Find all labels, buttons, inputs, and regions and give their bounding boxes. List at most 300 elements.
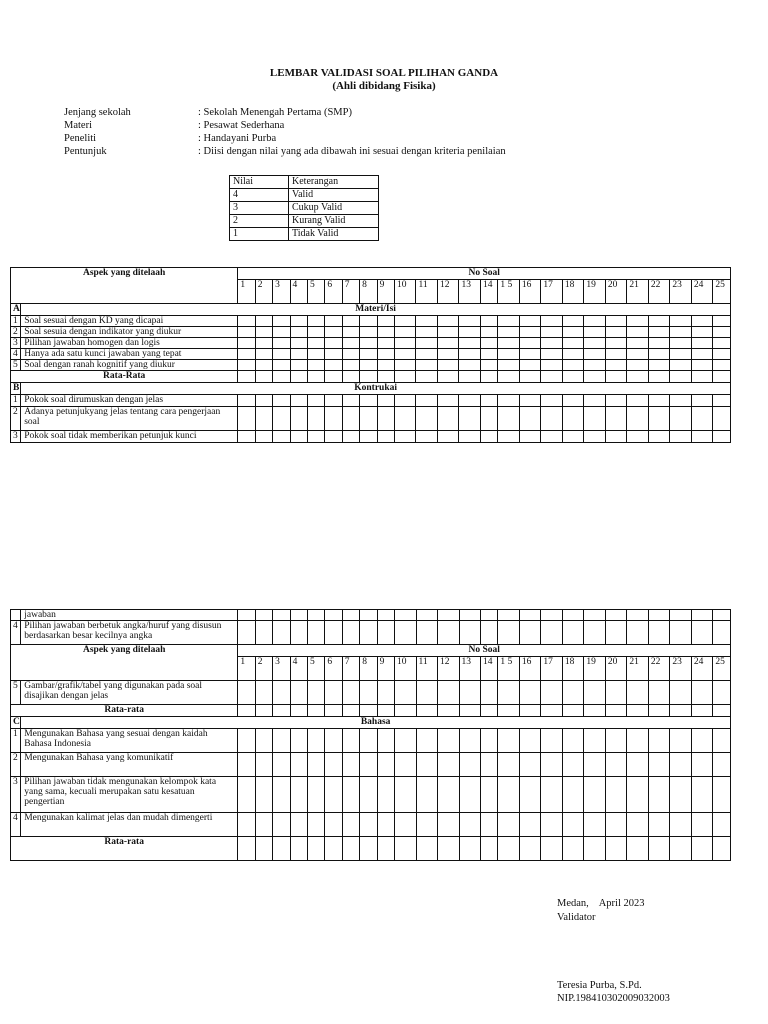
score-cell[interactable] bbox=[670, 837, 692, 861]
score-cell[interactable] bbox=[238, 753, 255, 777]
score-cell[interactable] bbox=[605, 610, 627, 621]
score-cell[interactable] bbox=[437, 395, 459, 407]
score-cell[interactable] bbox=[307, 777, 324, 813]
score-cell[interactable] bbox=[416, 316, 438, 327]
score-cell[interactable] bbox=[713, 360, 731, 371]
score-cell[interactable] bbox=[255, 729, 272, 753]
score-cell[interactable] bbox=[584, 316, 606, 327]
score-cell[interactable] bbox=[670, 813, 692, 837]
score-cell[interactable] bbox=[377, 837, 394, 861]
score-cell[interactable] bbox=[498, 360, 520, 371]
score-cell[interactable] bbox=[562, 327, 584, 338]
score-cell[interactable] bbox=[437, 316, 459, 327]
score-cell[interactable] bbox=[238, 729, 255, 753]
score-cell[interactable] bbox=[670, 610, 692, 621]
score-cell[interactable] bbox=[325, 327, 342, 338]
score-cell[interactable] bbox=[481, 621, 498, 645]
score-cell[interactable] bbox=[648, 621, 670, 645]
score-cell[interactable] bbox=[691, 621, 713, 645]
score-cell[interactable] bbox=[713, 621, 731, 645]
score-cell[interactable] bbox=[584, 431, 606, 443]
score-cell[interactable] bbox=[481, 777, 498, 813]
score-cell[interactable] bbox=[691, 705, 713, 717]
score-cell[interactable] bbox=[438, 610, 460, 621]
score-cell[interactable] bbox=[342, 621, 359, 645]
score-cell[interactable] bbox=[459, 431, 481, 443]
score-cell[interactable] bbox=[238, 837, 255, 861]
score-cell[interactable] bbox=[541, 705, 563, 717]
score-cell[interactable] bbox=[648, 316, 670, 327]
score-cell[interactable] bbox=[325, 621, 342, 645]
score-cell[interactable] bbox=[691, 431, 713, 443]
score-cell[interactable] bbox=[307, 371, 324, 383]
score-cell[interactable] bbox=[238, 316, 255, 327]
score-cell[interactable] bbox=[437, 338, 459, 349]
score-cell[interactable] bbox=[360, 371, 377, 383]
score-cell[interactable] bbox=[342, 813, 359, 837]
score-cell[interactable] bbox=[627, 753, 649, 777]
score-cell[interactable] bbox=[670, 753, 692, 777]
score-cell[interactable] bbox=[377, 407, 394, 431]
score-cell[interactable] bbox=[290, 431, 307, 443]
score-cell[interactable] bbox=[648, 729, 670, 753]
score-cell[interactable] bbox=[416, 753, 438, 777]
score-cell[interactable] bbox=[395, 681, 417, 705]
score-cell[interactable] bbox=[713, 395, 731, 407]
score-cell[interactable] bbox=[307, 610, 324, 621]
score-cell[interactable] bbox=[713, 753, 731, 777]
score-cell[interactable] bbox=[713, 681, 731, 705]
score-cell[interactable] bbox=[342, 681, 359, 705]
score-cell[interactable] bbox=[584, 407, 606, 431]
score-cell[interactable] bbox=[627, 621, 649, 645]
score-cell[interactable] bbox=[360, 431, 377, 443]
score-cell[interactable] bbox=[290, 729, 307, 753]
score-cell[interactable] bbox=[562, 729, 584, 753]
score-cell[interactable] bbox=[713, 729, 731, 753]
score-cell[interactable] bbox=[238, 407, 255, 431]
score-cell[interactable] bbox=[438, 837, 460, 861]
score-cell[interactable] bbox=[627, 813, 649, 837]
score-cell[interactable] bbox=[416, 621, 438, 645]
score-cell[interactable] bbox=[648, 813, 670, 837]
score-cell[interactable] bbox=[360, 338, 377, 349]
score-cell[interactable] bbox=[584, 813, 606, 837]
score-cell[interactable] bbox=[273, 349, 290, 360]
score-cell[interactable] bbox=[307, 753, 324, 777]
score-cell[interactable] bbox=[325, 371, 342, 383]
score-cell[interactable] bbox=[541, 753, 563, 777]
score-cell[interactable] bbox=[395, 610, 417, 621]
score-cell[interactable] bbox=[459, 837, 481, 861]
score-cell[interactable] bbox=[342, 360, 359, 371]
score-cell[interactable] bbox=[307, 349, 324, 360]
score-cell[interactable] bbox=[562, 407, 584, 431]
score-cell[interactable] bbox=[584, 681, 606, 705]
score-cell[interactable] bbox=[670, 777, 692, 813]
score-cell[interactable] bbox=[377, 729, 394, 753]
score-cell[interactable] bbox=[325, 705, 342, 717]
score-cell[interactable] bbox=[394, 327, 416, 338]
score-cell[interactable] bbox=[255, 777, 272, 813]
score-cell[interactable] bbox=[627, 431, 649, 443]
score-cell[interactable] bbox=[519, 681, 541, 705]
score-cell[interactable] bbox=[273, 777, 290, 813]
score-cell[interactable] bbox=[605, 837, 627, 861]
score-cell[interactable] bbox=[394, 395, 416, 407]
score-cell[interactable] bbox=[360, 837, 377, 861]
score-cell[interactable] bbox=[459, 610, 481, 621]
score-cell[interactable] bbox=[498, 610, 520, 621]
score-cell[interactable] bbox=[255, 327, 272, 338]
score-cell[interactable] bbox=[541, 395, 563, 407]
score-cell[interactable] bbox=[238, 431, 255, 443]
score-cell[interactable] bbox=[481, 837, 498, 861]
score-cell[interactable] bbox=[459, 729, 481, 753]
score-cell[interactable] bbox=[670, 338, 692, 349]
score-cell[interactable] bbox=[562, 705, 584, 717]
score-cell[interactable] bbox=[519, 327, 541, 338]
score-cell[interactable] bbox=[584, 610, 606, 621]
score-cell[interactable] bbox=[713, 349, 731, 360]
score-cell[interactable] bbox=[584, 360, 606, 371]
score-cell[interactable] bbox=[541, 407, 563, 431]
score-cell[interactable] bbox=[605, 395, 627, 407]
score-cell[interactable] bbox=[307, 316, 324, 327]
score-cell[interactable] bbox=[325, 316, 342, 327]
score-cell[interactable] bbox=[438, 777, 460, 813]
score-cell[interactable] bbox=[394, 371, 416, 383]
score-cell[interactable] bbox=[562, 431, 584, 443]
score-cell[interactable] bbox=[438, 705, 460, 717]
score-cell[interactable] bbox=[307, 705, 324, 717]
score-cell[interactable] bbox=[342, 431, 359, 443]
score-cell[interactable] bbox=[481, 705, 498, 717]
score-cell[interactable] bbox=[691, 395, 713, 407]
score-cell[interactable] bbox=[273, 837, 290, 861]
score-cell[interactable] bbox=[541, 813, 563, 837]
score-cell[interactable] bbox=[562, 610, 584, 621]
score-cell[interactable] bbox=[325, 360, 342, 371]
score-cell[interactable] bbox=[416, 837, 438, 861]
score-cell[interactable] bbox=[307, 621, 324, 645]
score-cell[interactable] bbox=[290, 777, 307, 813]
score-cell[interactable] bbox=[480, 316, 497, 327]
score-cell[interactable] bbox=[290, 349, 307, 360]
score-cell[interactable] bbox=[519, 395, 541, 407]
score-cell[interactable] bbox=[459, 349, 481, 360]
score-cell[interactable] bbox=[713, 777, 731, 813]
score-cell[interactable] bbox=[519, 338, 541, 349]
score-cell[interactable] bbox=[377, 371, 394, 383]
score-cell[interactable] bbox=[481, 813, 498, 837]
score-cell[interactable] bbox=[519, 431, 541, 443]
score-cell[interactable] bbox=[325, 729, 342, 753]
score-cell[interactable] bbox=[395, 729, 417, 753]
score-cell[interactable] bbox=[498, 753, 520, 777]
score-cell[interactable] bbox=[342, 407, 359, 431]
score-cell[interactable] bbox=[480, 360, 497, 371]
score-cell[interactable] bbox=[459, 327, 481, 338]
score-cell[interactable] bbox=[541, 349, 563, 360]
score-cell[interactable] bbox=[648, 777, 670, 813]
score-cell[interactable] bbox=[360, 753, 377, 777]
score-cell[interactable] bbox=[238, 777, 255, 813]
score-cell[interactable] bbox=[562, 316, 584, 327]
score-cell[interactable] bbox=[498, 338, 520, 349]
score-cell[interactable] bbox=[519, 705, 541, 717]
score-cell[interactable] bbox=[325, 681, 342, 705]
score-cell[interactable] bbox=[416, 813, 438, 837]
score-cell[interactable] bbox=[541, 681, 563, 705]
score-cell[interactable] bbox=[605, 729, 627, 753]
score-cell[interactable] bbox=[255, 705, 272, 717]
score-cell[interactable] bbox=[605, 338, 627, 349]
score-cell[interactable] bbox=[541, 729, 563, 753]
score-cell[interactable] bbox=[255, 407, 272, 431]
score-cell[interactable] bbox=[480, 349, 497, 360]
score-cell[interactable] bbox=[255, 349, 272, 360]
score-cell[interactable] bbox=[648, 407, 670, 431]
score-cell[interactable] bbox=[541, 621, 563, 645]
score-cell[interactable] bbox=[290, 360, 307, 371]
score-cell[interactable] bbox=[360, 705, 377, 717]
score-cell[interactable] bbox=[342, 753, 359, 777]
score-cell[interactable] bbox=[342, 327, 359, 338]
score-cell[interactable] bbox=[255, 621, 272, 645]
score-cell[interactable] bbox=[713, 327, 731, 338]
score-cell[interactable] bbox=[605, 813, 627, 837]
score-cell[interactable] bbox=[416, 395, 438, 407]
score-cell[interactable] bbox=[627, 407, 649, 431]
score-cell[interactable] bbox=[290, 753, 307, 777]
score-cell[interactable] bbox=[627, 681, 649, 705]
score-cell[interactable] bbox=[519, 349, 541, 360]
score-cell[interactable] bbox=[713, 837, 731, 861]
score-cell[interactable] bbox=[290, 813, 307, 837]
score-cell[interactable] bbox=[307, 681, 324, 705]
score-cell[interactable] bbox=[238, 338, 255, 349]
score-cell[interactable] bbox=[670, 681, 692, 705]
score-cell[interactable] bbox=[605, 777, 627, 813]
score-cell[interactable] bbox=[325, 431, 342, 443]
score-cell[interactable] bbox=[519, 777, 541, 813]
score-cell[interactable] bbox=[480, 407, 497, 431]
score-cell[interactable] bbox=[459, 753, 481, 777]
score-cell[interactable] bbox=[325, 813, 342, 837]
score-cell[interactable] bbox=[342, 316, 359, 327]
score-cell[interactable] bbox=[273, 360, 290, 371]
score-cell[interactable] bbox=[255, 371, 272, 383]
score-cell[interactable] bbox=[498, 777, 520, 813]
score-cell[interactable] bbox=[627, 705, 649, 717]
score-cell[interactable] bbox=[459, 705, 481, 717]
score-cell[interactable] bbox=[342, 729, 359, 753]
score-cell[interactable] bbox=[360, 395, 377, 407]
score-cell[interactable] bbox=[290, 316, 307, 327]
score-cell[interactable] bbox=[541, 338, 563, 349]
score-cell[interactable] bbox=[562, 395, 584, 407]
score-cell[interactable] bbox=[273, 753, 290, 777]
score-cell[interactable] bbox=[273, 729, 290, 753]
score-cell[interactable] bbox=[255, 837, 272, 861]
score-cell[interactable] bbox=[627, 729, 649, 753]
score-cell[interactable] bbox=[255, 813, 272, 837]
score-cell[interactable] bbox=[437, 360, 459, 371]
score-cell[interactable] bbox=[342, 705, 359, 717]
score-cell[interactable] bbox=[605, 360, 627, 371]
score-cell[interactable] bbox=[584, 837, 606, 861]
score-cell[interactable] bbox=[416, 431, 438, 443]
score-cell[interactable] bbox=[648, 705, 670, 717]
score-cell[interactable] bbox=[416, 360, 438, 371]
score-cell[interactable] bbox=[481, 729, 498, 753]
score-cell[interactable] bbox=[648, 431, 670, 443]
score-cell[interactable] bbox=[360, 407, 377, 431]
score-cell[interactable] bbox=[273, 338, 290, 349]
score-cell[interactable] bbox=[691, 316, 713, 327]
score-cell[interactable] bbox=[519, 316, 541, 327]
score-cell[interactable] bbox=[584, 777, 606, 813]
score-cell[interactable] bbox=[541, 327, 563, 338]
score-cell[interactable] bbox=[605, 705, 627, 717]
score-cell[interactable] bbox=[360, 327, 377, 338]
score-cell[interactable] bbox=[498, 431, 520, 443]
score-cell[interactable] bbox=[290, 681, 307, 705]
score-cell[interactable] bbox=[394, 338, 416, 349]
score-cell[interactable] bbox=[416, 705, 438, 717]
score-cell[interactable] bbox=[562, 349, 584, 360]
score-cell[interactable] bbox=[377, 621, 394, 645]
score-cell[interactable] bbox=[290, 407, 307, 431]
score-cell[interactable] bbox=[394, 431, 416, 443]
score-cell[interactable] bbox=[605, 621, 627, 645]
score-cell[interactable] bbox=[627, 327, 649, 338]
score-cell[interactable] bbox=[307, 729, 324, 753]
score-cell[interactable] bbox=[480, 371, 497, 383]
score-cell[interactable] bbox=[648, 338, 670, 349]
score-cell[interactable] bbox=[342, 837, 359, 861]
score-cell[interactable] bbox=[648, 360, 670, 371]
score-cell[interactable] bbox=[498, 407, 520, 431]
score-cell[interactable] bbox=[238, 813, 255, 837]
score-cell[interactable] bbox=[670, 349, 692, 360]
score-cell[interactable] bbox=[290, 327, 307, 338]
score-cell[interactable] bbox=[498, 681, 520, 705]
score-cell[interactable] bbox=[255, 360, 272, 371]
score-cell[interactable] bbox=[605, 371, 627, 383]
score-cell[interactable] bbox=[395, 837, 417, 861]
score-cell[interactable] bbox=[713, 705, 731, 717]
score-cell[interactable] bbox=[394, 360, 416, 371]
score-cell[interactable] bbox=[541, 316, 563, 327]
score-cell[interactable] bbox=[325, 837, 342, 861]
score-cell[interactable] bbox=[416, 327, 438, 338]
score-cell[interactable] bbox=[519, 813, 541, 837]
score-cell[interactable] bbox=[713, 316, 731, 327]
score-cell[interactable] bbox=[541, 837, 563, 861]
score-cell[interactable] bbox=[290, 371, 307, 383]
score-cell[interactable] bbox=[648, 837, 670, 861]
score-cell[interactable] bbox=[605, 349, 627, 360]
score-cell[interactable] bbox=[519, 371, 541, 383]
score-cell[interactable] bbox=[438, 681, 460, 705]
score-cell[interactable] bbox=[691, 360, 713, 371]
score-cell[interactable] bbox=[498, 327, 520, 338]
score-cell[interactable] bbox=[307, 395, 324, 407]
score-cell[interactable] bbox=[360, 777, 377, 813]
score-cell[interactable] bbox=[459, 813, 481, 837]
score-cell[interactable] bbox=[438, 729, 460, 753]
score-cell[interactable] bbox=[377, 327, 394, 338]
score-cell[interactable] bbox=[416, 777, 438, 813]
score-cell[interactable] bbox=[377, 316, 394, 327]
score-cell[interactable] bbox=[519, 753, 541, 777]
score-cell[interactable] bbox=[290, 338, 307, 349]
score-cell[interactable] bbox=[416, 681, 438, 705]
score-cell[interactable] bbox=[627, 338, 649, 349]
score-cell[interactable] bbox=[255, 395, 272, 407]
score-cell[interactable] bbox=[498, 349, 520, 360]
score-cell[interactable] bbox=[691, 610, 713, 621]
score-cell[interactable] bbox=[255, 753, 272, 777]
score-cell[interactable] bbox=[648, 753, 670, 777]
score-cell[interactable] bbox=[541, 431, 563, 443]
score-cell[interactable] bbox=[342, 349, 359, 360]
score-cell[interactable] bbox=[238, 327, 255, 338]
score-cell[interactable] bbox=[480, 395, 497, 407]
score-cell[interactable] bbox=[627, 349, 649, 360]
score-cell[interactable] bbox=[273, 813, 290, 837]
score-cell[interactable] bbox=[325, 753, 342, 777]
score-cell[interactable] bbox=[437, 349, 459, 360]
score-cell[interactable] bbox=[238, 395, 255, 407]
score-cell[interactable] bbox=[498, 316, 520, 327]
score-cell[interactable] bbox=[670, 395, 692, 407]
score-cell[interactable] bbox=[325, 407, 342, 431]
score-cell[interactable] bbox=[713, 371, 731, 383]
score-cell[interactable] bbox=[416, 338, 438, 349]
score-cell[interactable] bbox=[255, 338, 272, 349]
score-cell[interactable] bbox=[459, 681, 481, 705]
score-cell[interactable] bbox=[584, 753, 606, 777]
score-cell[interactable] bbox=[562, 837, 584, 861]
score-cell[interactable] bbox=[627, 395, 649, 407]
score-cell[interactable] bbox=[562, 681, 584, 705]
score-cell[interactable] bbox=[377, 395, 394, 407]
score-cell[interactable] bbox=[519, 837, 541, 861]
score-cell[interactable] bbox=[273, 395, 290, 407]
score-cell[interactable] bbox=[377, 431, 394, 443]
score-cell[interactable] bbox=[360, 813, 377, 837]
score-cell[interactable] bbox=[713, 610, 731, 621]
score-cell[interactable] bbox=[416, 371, 438, 383]
score-cell[interactable] bbox=[498, 837, 520, 861]
score-cell[interactable] bbox=[273, 705, 290, 717]
score-cell[interactable] bbox=[437, 327, 459, 338]
score-cell[interactable] bbox=[394, 316, 416, 327]
score-cell[interactable] bbox=[691, 681, 713, 705]
score-cell[interactable] bbox=[481, 753, 498, 777]
score-cell[interactable] bbox=[290, 621, 307, 645]
score-cell[interactable] bbox=[498, 705, 520, 717]
score-cell[interactable] bbox=[416, 729, 438, 753]
score-cell[interactable] bbox=[437, 407, 459, 431]
score-cell[interactable] bbox=[670, 621, 692, 645]
score-cell[interactable] bbox=[584, 621, 606, 645]
score-cell[interactable] bbox=[377, 681, 394, 705]
score-cell[interactable] bbox=[691, 777, 713, 813]
